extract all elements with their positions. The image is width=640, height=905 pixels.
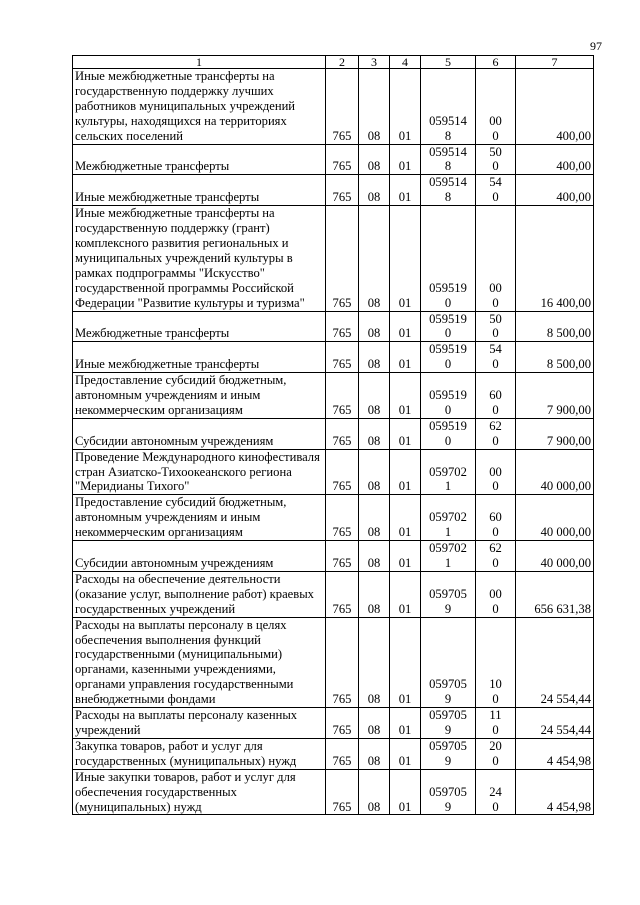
target-article-cell (421, 449, 476, 495)
table-row (73, 311, 594, 342)
section-code-cell-part: 08 (367, 753, 381, 768)
subsection-code-cell (390, 206, 421, 311)
target-article-cell-part: 059519 (429, 418, 467, 433)
amount-cell-part: 16 400,00 (540, 295, 591, 310)
department-code-cell-part: 765 (332, 722, 352, 737)
amount-cell-part: 7 900,00 (546, 402, 591, 417)
table-row (73, 541, 594, 572)
subsection-code-cell-part: 01 (398, 295, 412, 310)
expense-type-cell (476, 617, 516, 707)
section-code-cell (359, 144, 390, 175)
expense-type-cell (476, 373, 516, 419)
subsection-code-cell (390, 144, 421, 175)
target-article-cell-part: 059702 (429, 464, 467, 479)
amount-cell (516, 418, 594, 449)
department-code-cell (326, 449, 359, 495)
target-article-cell (421, 617, 476, 707)
department-code-cell-part: 765 (332, 402, 352, 417)
row-name-cell: Предоставление субсидий бюджетным, автономным учреждениям и иным некоммерческим организациям (73, 495, 326, 541)
subsection-code-cell (390, 769, 421, 815)
expense-type-cell-part: 00 (489, 280, 502, 295)
header-cell: 7 (516, 56, 594, 69)
department-code-cell-part: 765 (332, 692, 352, 707)
expense-type-cell-part: 0 (492, 159, 499, 174)
row-name-cell: Иные закупки товаров, работ и услуг для обеспечения государственных (муниципальных) нужд (73, 769, 326, 815)
table-row (73, 571, 594, 617)
target-article-cell-part: 059705 (429, 708, 467, 723)
expense-type-cell-part: 0 (492, 402, 499, 417)
expense-type-cell-part: 0 (492, 601, 499, 616)
expense-type-cell-part: 0 (492, 799, 499, 814)
row-name-cell: Межбюджетные трансферты (73, 311, 326, 342)
department-code-cell (326, 769, 359, 815)
table-row (73, 708, 594, 739)
row-name-cell: Расходы на выплаты персоналу в целях обеспечения выполнения функций государственными (муниципальными) органами, казенными учреждениями, органами управления государственными внебюджетными фондами (73, 617, 326, 707)
target-article-cell-part: 0 (444, 357, 452, 372)
subsection-code-cell-part: 01 (398, 433, 412, 448)
row-name-cell: Расходы на выплаты персоналу казенных учреждений (73, 708, 326, 739)
row-name-cell: Иные межбюджетные трансферты на государственную поддержку (грант) комплексного развития региональных и муниципальных учреждений культуры в рамках подпрограммы "Искусство" государственной программы Российской Федерации "Развитие культуры и туризма" (73, 206, 326, 311)
department-code-cell-part: 765 (332, 753, 352, 768)
expense-type-cell (476, 449, 516, 495)
target-article-cell (421, 175, 476, 206)
department-code-cell-part: 765 (332, 190, 352, 205)
amount-cell-part: 40 000,00 (540, 556, 591, 570)
amount-cell-part: 40 000,00 (540, 479, 591, 494)
amount-cell (516, 738, 594, 769)
section-code-cell-part: 08 (367, 692, 381, 707)
amount-cell (516, 708, 594, 739)
target-article-cell (421, 708, 476, 739)
expense-type-cell-part: 00 (489, 464, 502, 479)
expense-type-cell-part: 50 (489, 311, 502, 326)
page-number: 97 (590, 39, 602, 53)
section-code-cell (359, 449, 390, 495)
expense-type-cell-part: 0 (492, 556, 499, 570)
section-code-cell-part: 08 (367, 799, 381, 814)
row-name-cell: Субсидии автономным учреждениям (73, 541, 326, 572)
section-code-cell-part: 08 (367, 159, 381, 174)
section-code-cell (359, 206, 390, 311)
row-name-cell: Проведение Международного кинофестиваля стран Азиатско-Тихоокеанского региона "Меридианы Тихого" (73, 449, 326, 495)
target-article-cell-part: 059514 (429, 113, 467, 128)
table-row (73, 617, 594, 707)
amount-cell-part: 400,00 (556, 128, 591, 143)
expense-type-cell-part: 24 (489, 784, 502, 799)
department-code-cell-part: 765 (332, 128, 352, 143)
expense-type-cell-part: 0 (492, 722, 499, 737)
amount-cell-part: 4 454,98 (546, 799, 591, 814)
amount-cell-part: 400,00 (556, 159, 591, 174)
subsection-code-cell (390, 418, 421, 449)
expense-type-cell-part: 0 (492, 692, 499, 707)
amount-cell-part: 40 000,00 (540, 525, 591, 540)
target-article-cell-part: 059705 (429, 586, 467, 601)
target-article-cell (421, 541, 476, 572)
department-code-cell-part: 765 (332, 601, 352, 616)
target-article-cell-part: 059705 (429, 784, 467, 799)
target-article-cell-part: 059705 (429, 677, 467, 692)
department-code-cell (326, 571, 359, 617)
row-name-cell: Иные межбюджетные трансферты (73, 342, 326, 373)
target-article-cell-part: 8 (444, 128, 452, 143)
amount-cell (516, 495, 594, 541)
subsection-code-cell-part: 01 (398, 190, 412, 205)
expense-type-cell (476, 206, 516, 311)
target-article-cell-part: 0 (444, 326, 452, 341)
subsection-code-cell-part: 01 (398, 128, 412, 143)
table-row (73, 449, 594, 495)
department-code-cell-part: 765 (332, 295, 352, 310)
expense-type-cell-part: 0 (492, 753, 499, 768)
department-code-cell-part: 765 (332, 799, 352, 814)
section-code-cell (359, 69, 390, 145)
target-article-cell-part: 0 (444, 402, 452, 417)
section-code-cell-part: 08 (367, 479, 381, 494)
target-article-cell (421, 373, 476, 419)
amount-cell (516, 206, 594, 311)
expense-type-cell-part: 0 (492, 433, 499, 448)
table-row (73, 69, 594, 145)
expense-type-cell (476, 175, 516, 206)
subsection-code-cell-part: 01 (398, 692, 412, 707)
table-row (73, 342, 594, 373)
target-article-cell-part: 9 (444, 722, 452, 737)
amount-cell (516, 69, 594, 145)
subsection-code-cell-part: 01 (398, 326, 412, 341)
section-code-cell (359, 571, 390, 617)
department-code-cell-part: 765 (332, 479, 352, 494)
target-article-cell (421, 571, 476, 617)
amount-cell (516, 571, 594, 617)
table-row (73, 175, 594, 206)
section-code-cell (359, 418, 390, 449)
amount-cell (516, 342, 594, 373)
target-article-cell (421, 769, 476, 815)
amount-cell-part: 4 454,98 (546, 753, 591, 768)
target-article-cell (421, 206, 476, 311)
expense-type-cell-part: 0 (492, 295, 499, 310)
row-name-cell: Расходы на обеспечение деятельности (оказание услуг, выполнение работ) краевых государственных учреждений (73, 571, 326, 617)
expense-type-cell-part: 11 (489, 708, 502, 723)
expense-type-cell (476, 69, 516, 145)
target-article-cell-part: 0 (444, 295, 452, 310)
department-code-cell (326, 206, 359, 311)
department-code-cell (326, 373, 359, 419)
section-code-cell (359, 769, 390, 815)
expense-type-cell-part: 62 (489, 541, 502, 556)
expense-type-cell (476, 541, 516, 572)
amount-cell (516, 144, 594, 175)
expense-type-cell-part: 10 (489, 677, 502, 692)
subsection-code-cell-part: 01 (398, 799, 412, 814)
budget-table (72, 55, 594, 815)
expense-type-cell-part: 50 (489, 144, 502, 159)
table-row (73, 495, 594, 541)
target-article-cell-part: 059519 (429, 280, 467, 295)
row-name-cell: Субсидии автономным учреждениям (73, 418, 326, 449)
table-row (73, 206, 594, 311)
section-code-cell-part: 08 (367, 402, 381, 417)
subsection-code-cell (390, 738, 421, 769)
section-code-cell-part: 08 (367, 601, 381, 616)
target-article-cell-part: 1 (444, 525, 452, 540)
section-code-cell (359, 541, 390, 572)
amount-cell (516, 311, 594, 342)
section-code-cell-part: 08 (367, 357, 381, 372)
section-code-cell-part: 08 (367, 326, 381, 341)
amount-cell-part: 24 554,44 (540, 722, 591, 737)
amount-cell (516, 617, 594, 707)
subsection-code-cell (390, 617, 421, 707)
target-article-cell-part: 059519 (429, 311, 467, 326)
section-code-cell (359, 311, 390, 342)
row-name-cell: Предоставление субсидий бюджетным, автономным учреждениям и иным некоммерческим организациям (73, 373, 326, 419)
subsection-code-cell (390, 373, 421, 419)
subsection-code-cell (390, 495, 421, 541)
expense-type-cell-part: 0 (492, 326, 499, 341)
subsection-code-cell-part: 01 (398, 479, 412, 494)
subsection-code-cell (390, 541, 421, 572)
subsection-code-cell (390, 311, 421, 342)
header-cell: 3 (359, 56, 390, 69)
expense-type-cell-part: 00 (489, 586, 502, 601)
expense-type-cell (476, 418, 516, 449)
subsection-code-cell (390, 449, 421, 495)
amount-cell-part: 400,00 (556, 190, 591, 205)
target-article-cell-part: 059519 (429, 388, 467, 403)
subsection-code-cell-part: 01 (398, 159, 412, 174)
target-article-cell-part: 1 (444, 479, 452, 494)
subsection-code-cell (390, 175, 421, 206)
expense-type-cell-part: 60 (489, 388, 502, 403)
expense-type-cell (476, 708, 516, 739)
section-code-cell-part: 08 (367, 525, 381, 540)
subsection-code-cell (390, 708, 421, 739)
subsection-code-cell-part: 01 (398, 357, 412, 372)
department-code-cell (326, 708, 359, 739)
target-article-cell-part: 059705 (429, 738, 467, 753)
section-code-cell-part: 08 (367, 128, 381, 143)
header-cell: 6 (476, 56, 516, 69)
expense-type-cell (476, 495, 516, 541)
target-article-cell (421, 342, 476, 373)
target-article-cell-part: 0 (444, 433, 452, 448)
target-article-cell (421, 738, 476, 769)
header-cell: 1 (73, 56, 326, 69)
section-code-cell-part: 08 (367, 295, 381, 310)
target-article-cell-part: 8 (444, 190, 452, 205)
amount-cell (516, 175, 594, 206)
target-article-cell (421, 311, 476, 342)
department-code-cell (326, 541, 359, 572)
amount-cell (516, 769, 594, 815)
subsection-code-cell (390, 571, 421, 617)
target-article-cell (421, 144, 476, 175)
expense-type-cell (476, 738, 516, 769)
row-name-cell: Иные межбюджетные трансферты (73, 175, 326, 206)
target-article-cell-part: 9 (444, 692, 452, 707)
section-code-cell-part: 08 (367, 190, 381, 205)
subsection-code-cell-part: 01 (398, 601, 412, 616)
row-name-cell: Закупка товаров, работ и услуг для государственных (муниципальных) нужд (73, 738, 326, 769)
department-code-cell (326, 342, 359, 373)
department-code-cell (326, 738, 359, 769)
subsection-code-cell-part: 01 (398, 753, 412, 768)
target-article-cell-part: 8 (444, 159, 452, 174)
expense-type-cell-part: 0 (492, 357, 499, 372)
department-code-cell (326, 144, 359, 175)
section-code-cell-part: 08 (367, 722, 381, 737)
department-code-cell-part: 765 (332, 326, 352, 341)
amount-cell-part: 656 631,38 (534, 601, 591, 616)
amount-cell-part: 7 900,00 (546, 433, 591, 448)
row-name-cell: Межбюджетные трансферты (73, 144, 326, 175)
target-article-cell-part: 059519 (429, 342, 467, 357)
target-article-cell (421, 418, 476, 449)
table-row (73, 738, 594, 769)
section-code-cell-part: 08 (367, 433, 381, 448)
expense-type-cell (476, 769, 516, 815)
department-code-cell-part: 765 (332, 556, 352, 570)
expense-type-cell-part: 00 (489, 113, 502, 128)
row-name-cell: Иные межбюджетные трансферты на государственную поддержку лучших работников муниципальных учреждений культуры, находящихся на территориях сельских поселений (73, 69, 326, 145)
department-code-cell-part: 765 (332, 357, 352, 372)
expense-type-cell-part: 0 (492, 128, 499, 143)
target-article-cell-part: 059702 (429, 541, 467, 556)
expense-type-cell (476, 571, 516, 617)
department-code-cell-part: 765 (332, 159, 352, 174)
header-cell: 4 (390, 56, 421, 69)
target-article-cell-part: 059514 (429, 144, 467, 159)
subsection-code-cell-part: 01 (398, 402, 412, 417)
target-article-cell (421, 69, 476, 145)
expense-type-cell-part: 0 (492, 479, 499, 494)
section-code-cell (359, 342, 390, 373)
expense-type-cell (476, 342, 516, 373)
target-article-cell-part: 9 (444, 799, 452, 814)
subsection-code-cell-part: 01 (398, 722, 412, 737)
department-code-cell (326, 418, 359, 449)
section-code-cell (359, 708, 390, 739)
target-article-cell-part: 9 (444, 601, 452, 616)
expense-type-cell (476, 311, 516, 342)
subsection-code-cell-part: 01 (398, 525, 412, 540)
expense-type-cell (476, 144, 516, 175)
expense-type-cell-part: 0 (492, 190, 499, 205)
department-code-cell (326, 495, 359, 541)
amount-cell-part: 8 500,00 (546, 326, 591, 341)
department-code-cell (326, 175, 359, 206)
section-code-cell (359, 373, 390, 419)
amount-cell (516, 373, 594, 419)
expense-type-cell-part: 54 (489, 175, 502, 190)
header-cell: 5 (421, 56, 476, 69)
expense-type-cell-part: 60 (489, 510, 502, 525)
section-code-cell (359, 175, 390, 206)
expense-type-cell-part: 62 (489, 418, 502, 433)
target-article-cell-part: 1 (444, 556, 452, 570)
amount-cell-part: 24 554,44 (540, 692, 591, 707)
subsection-code-cell-part: 01 (398, 556, 412, 570)
table-row (73, 769, 594, 815)
department-code-cell (326, 311, 359, 342)
target-article-cell-part: 9 (444, 753, 452, 768)
table-row (73, 418, 594, 449)
department-code-cell-part: 765 (332, 525, 352, 540)
table-row (73, 373, 594, 419)
department-code-cell (326, 617, 359, 707)
amount-cell (516, 449, 594, 495)
target-article-cell-part: 059702 (429, 510, 467, 525)
subsection-code-cell (390, 342, 421, 373)
section-code-cell (359, 738, 390, 769)
header-row (73, 56, 594, 69)
section-code-cell-part: 08 (367, 556, 381, 570)
target-article-cell-part: 059514 (429, 175, 467, 190)
header-cell: 2 (326, 56, 359, 69)
expense-type-cell-part: 54 (489, 342, 502, 357)
amount-cell (516, 541, 594, 572)
section-code-cell (359, 617, 390, 707)
subsection-code-cell (390, 69, 421, 145)
section-code-cell (359, 495, 390, 541)
department-code-cell-part: 765 (332, 433, 352, 448)
expense-type-cell-part: 20 (489, 738, 502, 753)
expense-type-cell-part: 0 (492, 525, 499, 540)
amount-cell-part: 8 500,00 (546, 357, 591, 372)
target-article-cell (421, 495, 476, 541)
department-code-cell (326, 69, 359, 145)
table-row (73, 144, 594, 175)
